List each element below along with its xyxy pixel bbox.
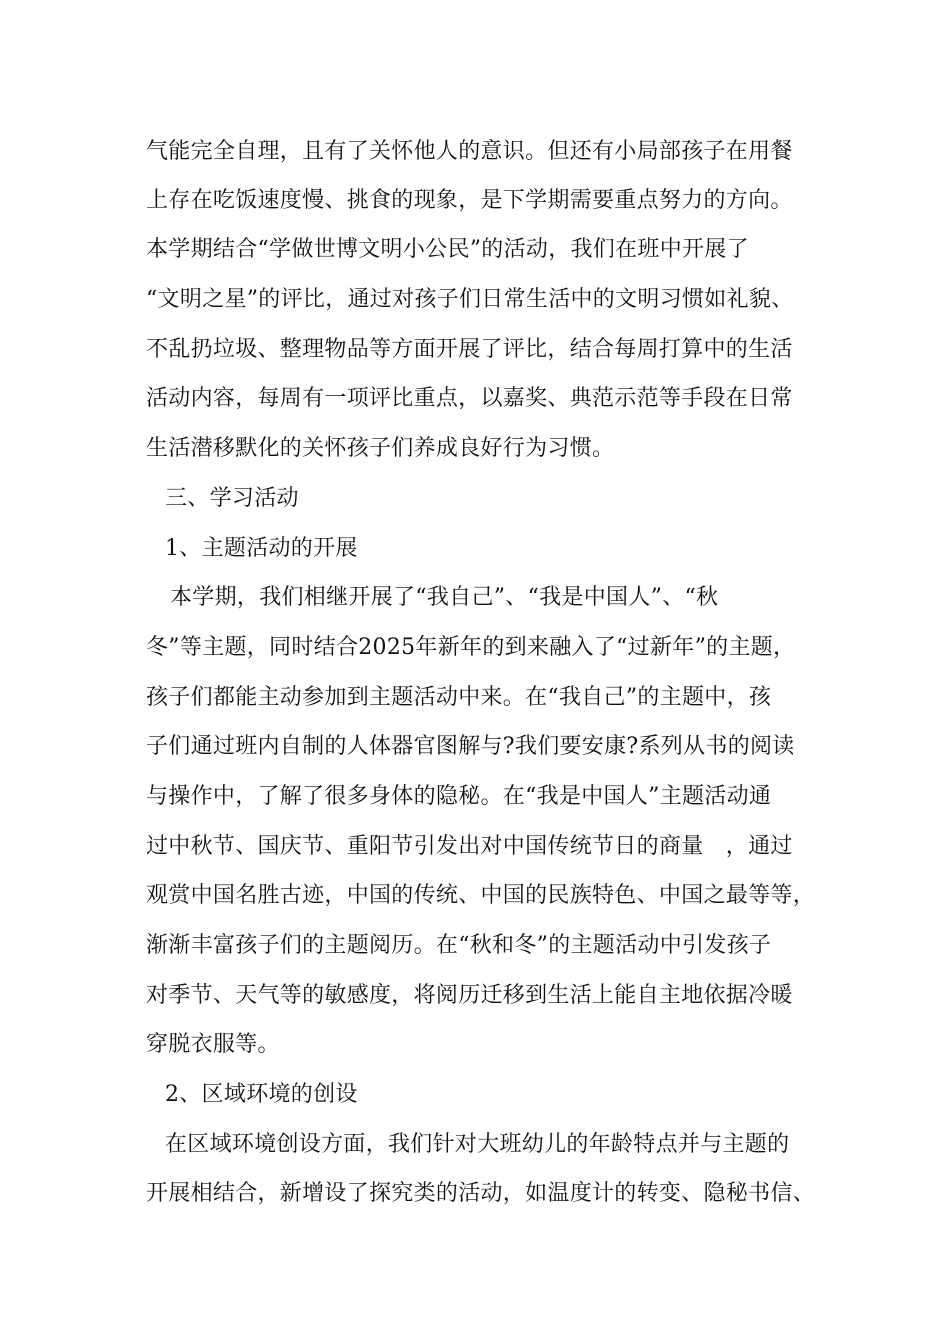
section-heading: 三、学习活动 xyxy=(165,486,299,511)
paragraph-line: 与操作中，了解了很多身体的隐秘。在“我是中国人”主题活动通 xyxy=(146,784,772,809)
paragraph-line: 观赏中国名胜古迹，中国的传统、中国的民族特色、中国之最等等， xyxy=(146,883,816,908)
paragraph-line: 气能完全自理，且有了关怀他人的意识。但还有小局部孩子在用餐 xyxy=(146,139,793,164)
paragraph-line: 对季节、天气等的敏感度，将阅历迁移到生活上能自主地依据冷暖 xyxy=(146,983,793,1008)
paragraph-line: 本学期，我们相继开展了“我自己”、“我是中国人”、“秋 xyxy=(170,585,719,610)
paragraph-line: 冬”等主题，同时结合2025年新年的到来融入了“过新年”的主题， xyxy=(146,635,796,660)
paragraph-line: 过中秋节、国庆节、重阳节引发出对中国传统节日的商量 ，通过 xyxy=(146,834,793,859)
paragraph-line: 在区域环境创设方面，我们针对大班幼儿的年龄特点并与主题的 xyxy=(165,1132,790,1157)
paragraph-line: 不乱扔垃圾、整理物品等方面开展了评比，结合每周打算中的生活 xyxy=(146,337,793,362)
subsection-heading: 1、主题活动的开展 xyxy=(165,536,358,561)
paragraph-line: 孩子们都能主动参加到主题活动中来。在“我自己”的主题中，孩 xyxy=(146,685,772,710)
paragraph-line: 子们通过班内自制的人体器官图解与?我们要安康?系列从书的阅读 xyxy=(146,734,795,759)
paragraph-line: 生活潜移默化的关怀孩子们养成良好行为习惯。 xyxy=(146,436,615,461)
subsection-heading: 2、区域环境的创设 xyxy=(165,1082,358,1107)
paragraph-line: 活动内容，每周有一项评比重点，以嘉奖、典范示范等手段在日常 xyxy=(146,386,793,411)
paragraph-line: 开展相结合，新增设了探究类的活动，如温度计的转变、隐秘书信、 xyxy=(146,1181,816,1206)
paragraph-line: 上存在吃饭速度慢、挑食的现象，是下学期需要重点努力的方向。 xyxy=(146,188,793,213)
paragraph-line: 渐渐丰富孩子们的主题阅历。在“秋和冬”的主题活动中引发孩子 xyxy=(146,933,772,958)
paragraph-line: 本学期结合“学做世博文明小公民”的活动，我们在班中开展了 xyxy=(146,237,749,262)
paragraph-line: 穿脱衣服等。 xyxy=(146,1032,280,1057)
paragraph-line: “文明之星”的评比，通过对孩子们日常生活中的文明习惯如礼貌、 xyxy=(146,287,794,312)
